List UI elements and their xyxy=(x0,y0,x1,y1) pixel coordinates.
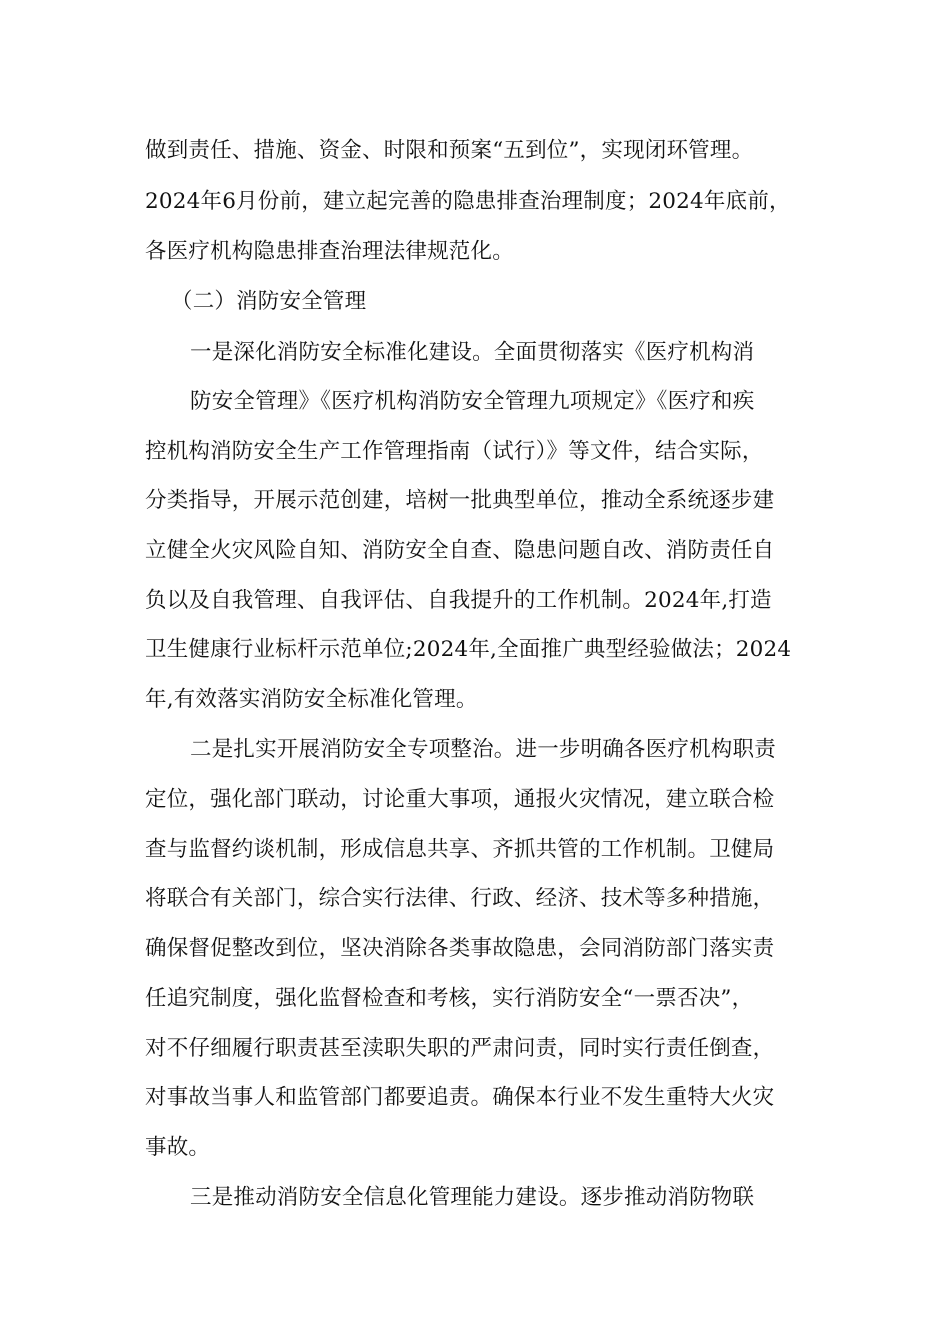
text-line: 二是扎实开展消防安全专项整治。进一步明确各医疗机构职责 xyxy=(190,737,776,762)
text-line: 事故。 xyxy=(145,1135,211,1160)
text-line: 负以及自我管理、自我评估、自我提升的工作机制。2024年,打造 xyxy=(145,588,772,613)
text-line: 控机构消防安全生产工作管理指南（试行）》等文件，结合实际， xyxy=(145,439,764,464)
text-line: 查与监督约谈机制，形成信息共享、齐抓共管的工作机制。卫健局 xyxy=(145,837,775,862)
text-line: 2024年6月份前，建立起完善的隐患排查治理制度；2024年底前， xyxy=(145,189,791,214)
text-line: 防安全管理》《医疗机构消防安全管理九项规定》《医疗和疾 xyxy=(190,389,755,414)
section-heading: （二）消防安全管理 xyxy=(171,289,367,314)
text-line: 任追究制度，强化监督检查和考核，实行消防安全“一票否决”， xyxy=(145,986,754,1011)
text-line: 确保督促整改到位，坚决消除各类事故隐患，会同消防部门落实责 xyxy=(145,936,775,961)
text-line: 三是推动消防安全信息化管理能力建设。逐步推动消防物联 xyxy=(190,1185,755,1210)
text-line: 对不仔细履行职责甚至渎职失职的严肃问责，同时实行责任倒查， xyxy=(145,1036,775,1061)
text-line: 将联合有关部门，综合实行法律、行政、经济、技术等多种措施， xyxy=(145,886,775,911)
text-line: 分类指导，开展示范创建，培树一批典型单位，推动全系统逐步建 xyxy=(145,488,775,513)
text-line: 立健全火灾风险自知、消防安全自查、隐患问题自改、消防责任自 xyxy=(145,538,775,563)
text-line: 卫生健康行业标杆示范单位;2024年,全面推广典型经验做法；2024 xyxy=(145,637,792,662)
text-line: 做到责任、措施、资金、时限和预案“五到位”，实现闭环管理。 xyxy=(145,138,754,163)
text-line: 各医疗机构隐患排查治理法律规范化。 xyxy=(145,239,514,264)
text-line: 对事故当事人和监管部门都要追责。确保本行业不发生重特大火灾 xyxy=(145,1085,775,1110)
text-line: 年,有效落实消防安全标准化管理。 xyxy=(145,687,478,712)
text-line: 一是深化消防安全标准化建设。全面贯彻落实《医疗机构消 xyxy=(190,340,755,365)
text-line: 定位，强化部门联动，讨论重大事项，通报火灾情况，建立联合检 xyxy=(145,787,775,812)
